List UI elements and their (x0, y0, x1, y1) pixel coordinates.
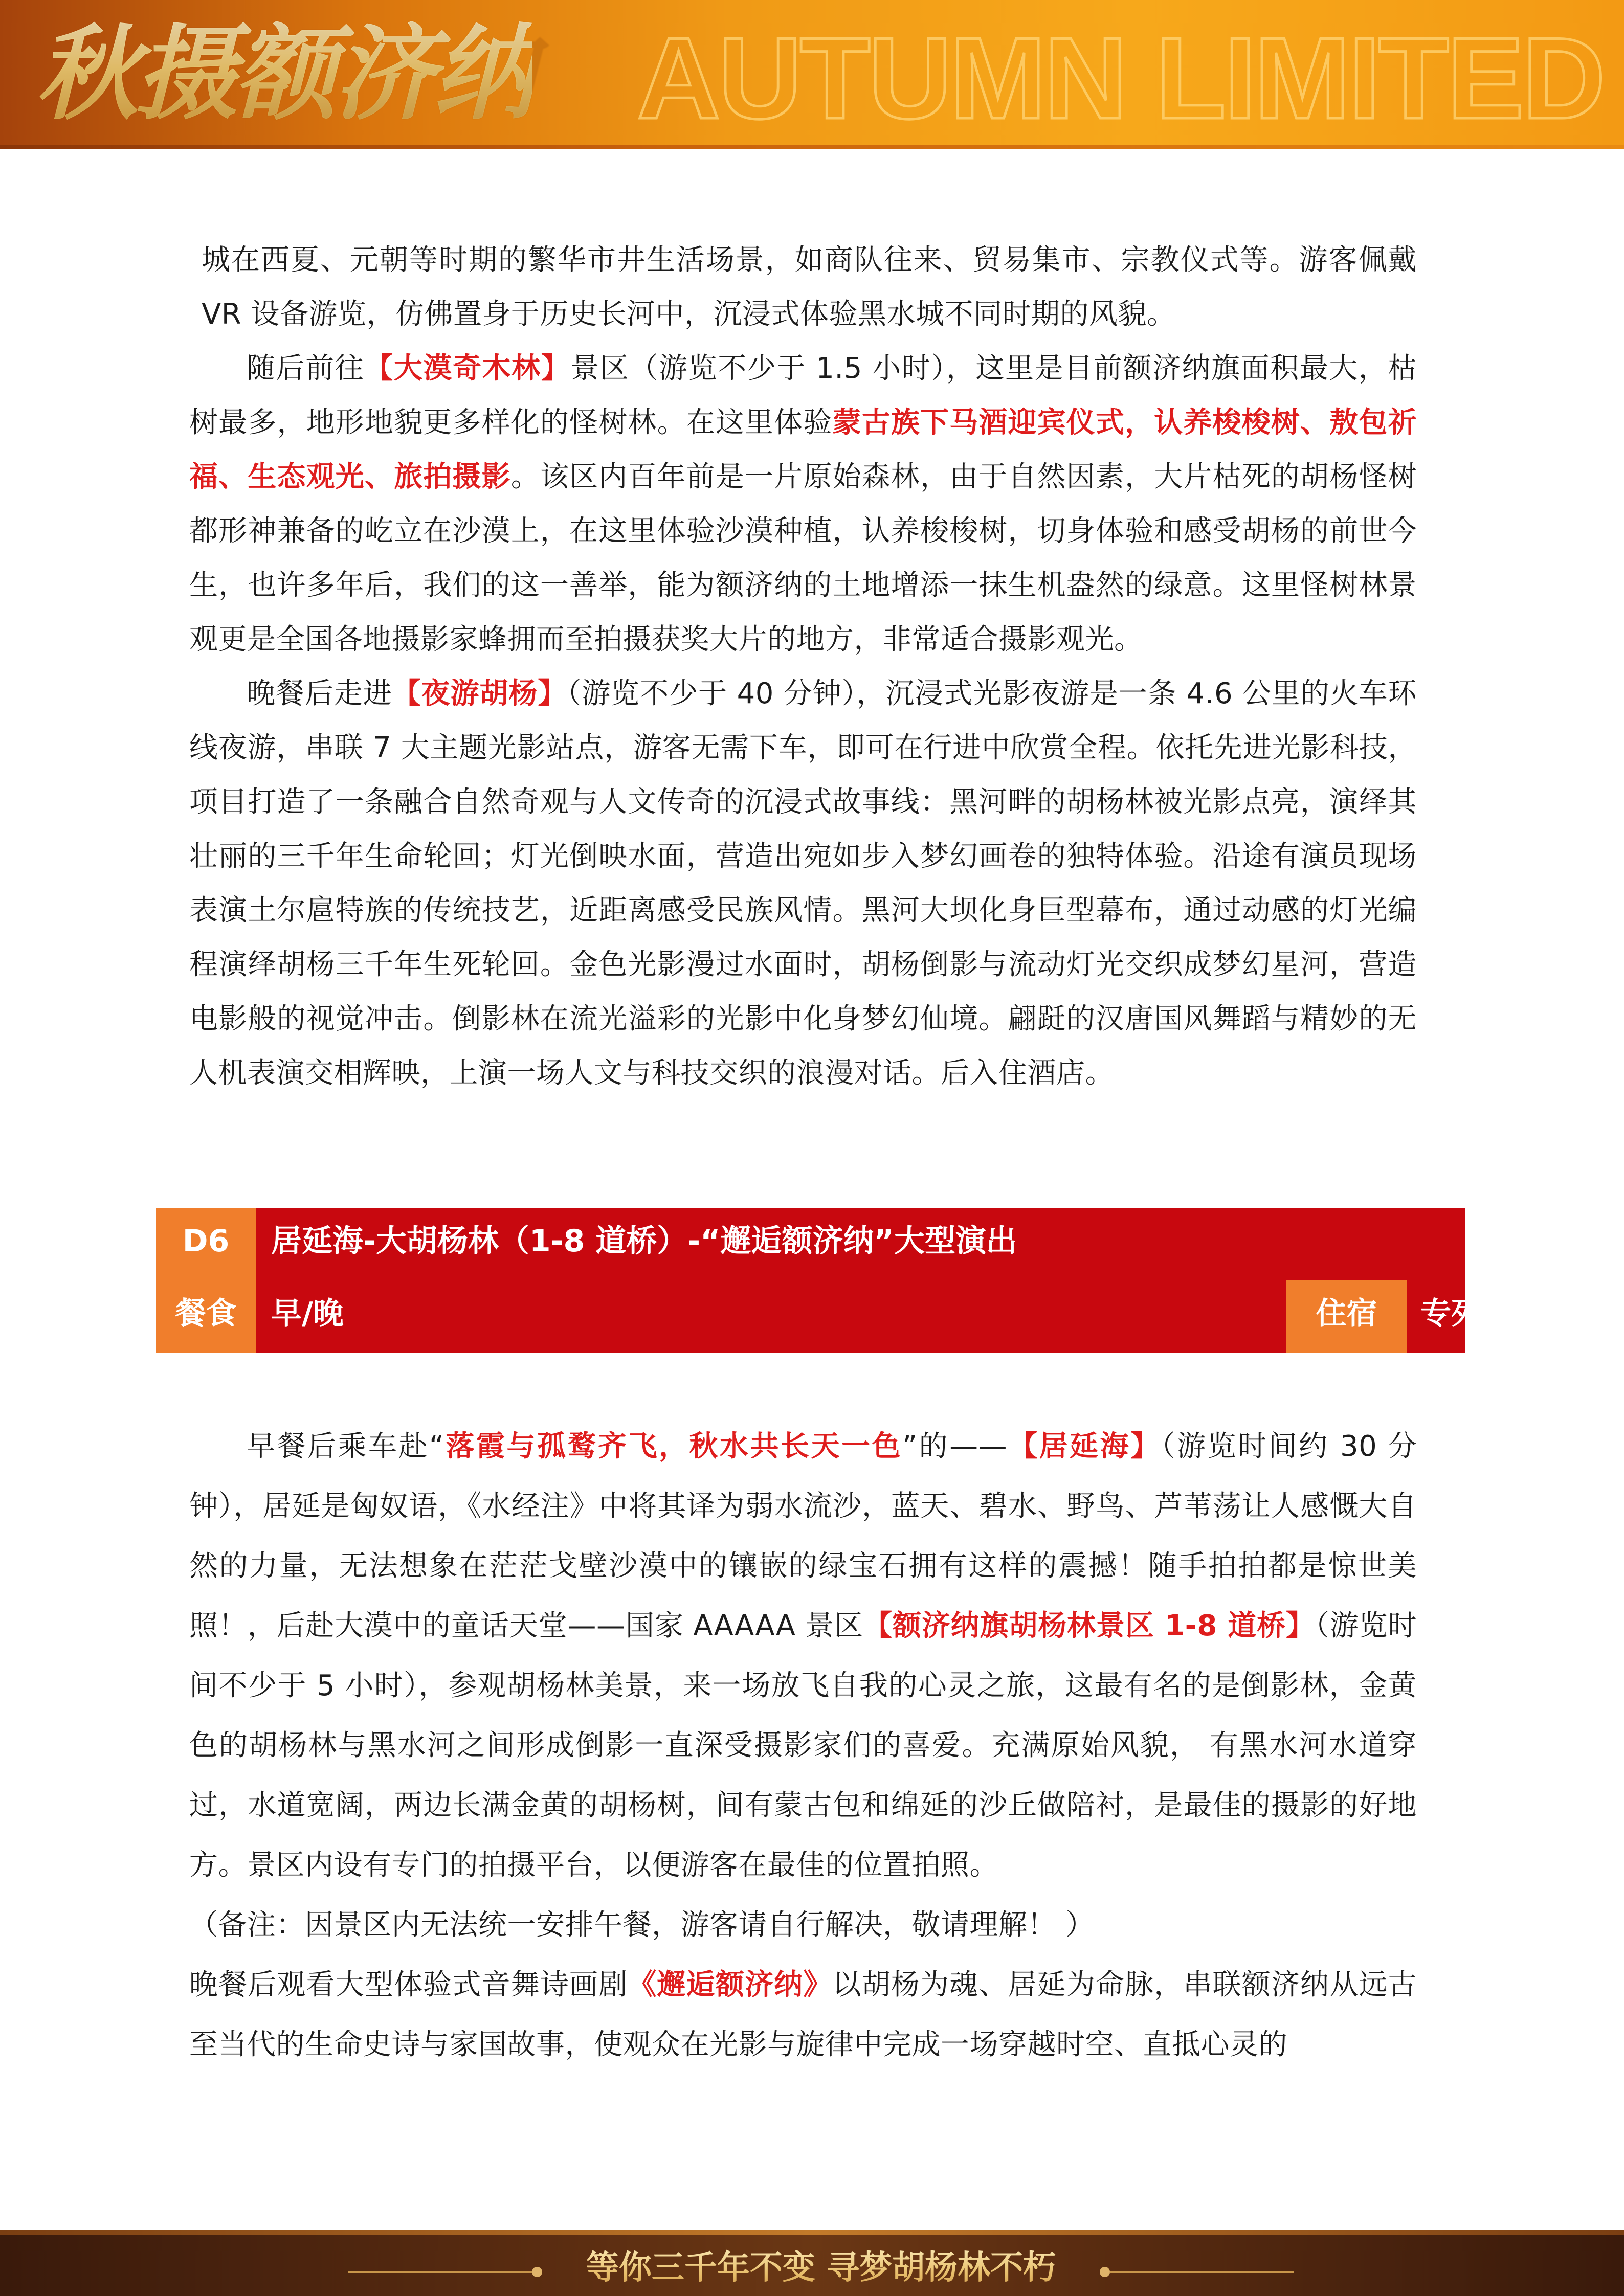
highlight-text: 落霞与孤鹜齐飞，秋水共长天一色 (444, 1430, 903, 1463)
paragraph-text: （游览时间约 30 分钟），居延是匈奴语，《水经注》中将其译为弱水流沙，蓝天、碧水、野鸟、芦苇荡让人感慨大自然的力量，无法想象在茫茫戈壁沙漠中的镶嵌的绿宝石拥有这样的震撼！随手拍拍都是惊世美照！，后赴大漠中的童话天堂——国家 AAAAA 景区 (189, 1430, 1417, 1642)
paragraph-text: ”的—— (902, 1430, 1008, 1463)
footer-divider-right (1110, 2271, 1294, 2273)
paragraph-text: 城在西夏、元朝等时期的繁华市井生活场景，如商队往来、贸易集市、宗教仪式等。游客佩戴 VR 设备游览，仿佛置身于历史长河中，沉浸式体验黑水城不同时期的风貌。 (202, 243, 1417, 331)
section-day6-text (189, 1416, 1417, 2075)
highlight-text: 【额济纳旗胡杨林景区 1-8 道桥】 (863, 1609, 1315, 1642)
footer-dot-left (532, 2267, 542, 2277)
paragraph-text: （游览不少于 40 分钟），沉浸式光影夜游是一条 4.6 公里的火车环线夜游，串联 7 大主题光影站点，游客无需下车，即可在行进中欣赏全程。依托先进光影科技，项目打造了一条融合自然奇观与人文传奇的沉浸式故事线：黑河畔的胡杨林被光影点亮，演绎其壮丽的三千年生命轮回；灯光倒映水面，营造出宛如步入梦幻画卷的独特体验。沿途有演员现场表演土尔扈特族的传统技艺，近距离感受民族风情。黑河大坝化身巨型幕布，通过动感的灯光编程演绎胡杨三千年生死轮回。金色光影漫过水面时，胡杨倒影与流动灯光交织成梦幻星河，营造电影般的视觉冲击。倒影林在流光溢彩的光影中化身梦幻仙境。翩跹的汉唐国风舞蹈与精妙的无人机表演交相辉映，上演一场人文与科技交织的浪漫对话。后入住酒店。 (189, 677, 1417, 1090)
footer-divider-left (348, 2271, 532, 2273)
footer-slogan: 等你三千年不变 寻梦胡杨林不朽 (550, 2240, 1092, 2296)
paragraph-text: 早餐后乘车赴“ (247, 1430, 444, 1463)
section-day5-text (189, 233, 1417, 1100)
paragraph-text: 景区（游览不少于 1.5 小时），这里是目前额济纳旗面积最大，枯树最多，地形地貌更多样化的怪树林。在这里体验 (189, 352, 1417, 439)
meal-value: 早/晚 (271, 1296, 344, 1332)
brand-title: 秋摄额济纳 (36, 5, 532, 143)
day-number-badge: D6 (156, 1208, 256, 1280)
footer-dot-right (1100, 2267, 1110, 2277)
highlight-text: 【大漠奇木林】 (364, 352, 571, 385)
day-info-bar (156, 1208, 1482, 1353)
day-route-title: 居延海-大胡杨林（1-8 道桥）-“邂逅额济纳”大型演出 (271, 1223, 1017, 1259)
paragraph-text: 晚餐后观看大型体验式音舞诗画剧 (189, 1968, 628, 2001)
highlight-text: 蒙古族下马酒迎宾仪式，认养梭梭树、敖包祈福、生态观光、旅拍摄影 (189, 406, 1417, 493)
footer-banner (0, 2230, 1624, 2296)
brand-tagline: AUTUMN LIMITED (637, 13, 1604, 143)
highlight-text: 【夜游胡杨】 (392, 677, 567, 710)
paragraph-text: 晚餐后走进 (247, 677, 392, 710)
paragraph (189, 1416, 1417, 1895)
paragraph (189, 233, 1417, 342)
paragraph (189, 667, 1417, 1100)
stay-label: 住宿 (1286, 1280, 1407, 1353)
paragraph-text: 随后前往 (247, 352, 365, 385)
stay-value: 专列 (1420, 1296, 1482, 1332)
highlight-text: 《邂逅额济纳》 (628, 1968, 833, 2001)
day-route-row (156, 1208, 1465, 1280)
meal-label: 餐食 (156, 1280, 256, 1353)
paragraph (189, 342, 1417, 667)
day-meal-row (156, 1280, 1482, 1353)
paragraph-text: （游览时间不少于 5 小时），参观胡杨林美景，来一场放飞自我的心灵之旅，这最有名的是倒影林，金黄色的胡杨林与黑水河之间形成倒影一直深受摄影家们的喜爱。充满原始风貌， 有黑水河水道穿过，水道宽阔，两边长满金黄的胡杨树，间有蒙古包和绵延的沙丘做陪衬，是最佳的摄影的好地方。景区内设有专门的拍摄平台，以便游客在最佳的位置拍照。 (189, 1609, 1417, 1882)
paragraph-text: 。该区内百年前是一片原始森林，由于自然因素，大片枯死的胡杨怪树都形神兼备的屹立在沙漠上，在这里体验沙漠种植，认养梭梭树，切身体验和感受胡杨的前世今生，也许多年后，我们的这一善举，能为额济纳的土地增添一抹生机盎然的绿意。这里怪树林景观更是全国各地摄影家蜂拥而至拍摄获奖大片的地方，非常适合摄影观光。 (189, 460, 1417, 656)
note-paragraph: （备注：因景区内无法统一安排午餐，游客请自行解决，敬请理解！ ） (189, 1908, 1095, 1942)
highlight-text: 【居延海】 (1007, 1430, 1161, 1463)
paragraph (189, 1955, 1417, 2075)
header-banner (0, 0, 1624, 149)
paragraph-text: 以胡杨为魂、居延为命脉，串联额济纳从远古至当代的生命史诗与家国故事，使观众在光影与旋律中完成一场穿越时空、直抵心灵的 (189, 1968, 1417, 2061)
